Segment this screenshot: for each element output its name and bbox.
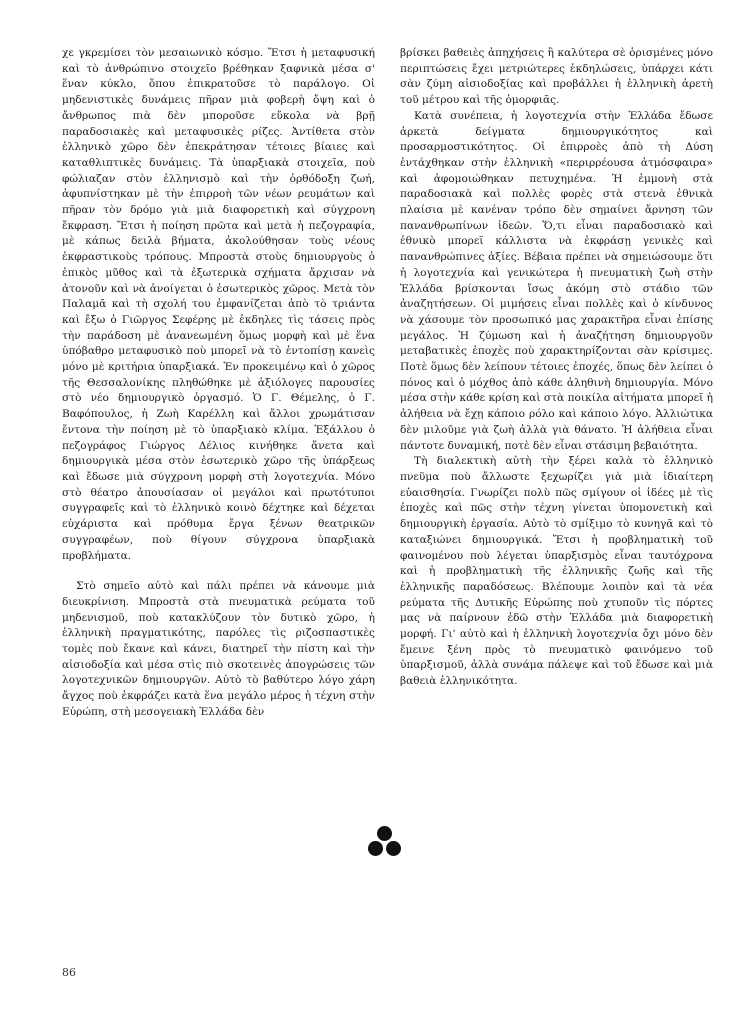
paragraph: Στὸ σημεῖο αὐτὸ καὶ πάλι πρέπει νὰ κάνουμε μιὰ διευκρίνιση. Μπροστὰ στὰ πνευματικὰ ρεύματα τοῦ μηδενισμοῦ, ποὺ κατακλύζουν τὸν δυτικὸ χῶρο, ἡ ἑλληνικὴ πραγματικότης, παρόλες τὶς ριζοσπαστικὲς τομὲς ποὺ ἔκανε καὶ κάνει, διατηρεῖ τὴν πίστη καὶ τὴν αἰσιοδοξία καὶ μέσα στὶς πιὸ σκοτεινὲς ἀπογρώσεις τῶν λογοτεχνικῶν δημιουργῶν. Αὐτὸ τὸ βαθύτερο λόγο χάρη ἄγχος ποὺ ἐκφράζει κατὰ ἕνα μεγάλο μέρος ἡ τέχνη στὴν Εὐρώπη, στὴ μεσογειακὴ Ἑλλάδα δὲν [62, 580, 375, 718]
paragraph: Τὴ διαλεκτικὴ αὐτὴ τὴν ξέρει καλὰ τὸ ἑλληνικὸ πνεῦμα ποὺ ἄλλωστε ξεχωρίζει γιὰ μιὰ ἰδιαίτερη εὐαισθησία. Γνωρίζει πολὺ πῶς σμίγουν οἱ ἰδέες μὲ τὶς ἐποχὲς καὶ πῶς στὴν τέχνη γίνεται ὑπομονετικὴ καὶ δημιουργικὴ ἐργασία. Αὐτὸ τὸ σμίξιμο τὸ κυνηγᾶ καὶ τὸ καταξιώνει δημιουργικά. Ἔτσι ἡ προβληματικὴ τοῦ φαινομένου ποὺ λέγεται ὑπαρξισμὸς εἶναι ταυτόχρονα καὶ ἡ προβληματικὴ τῆς ἑλληνικῆς ζωῆς καὶ τῆς ἑλληνικῆς παραδόσεως. Βλέπουμε λοιπὸν καὶ τὰ νέα ρεύματα τῆς Δυτικῆς Εὐρώπης ποὺ χτυποῦν τὶς πόρτες μας νὰ παίρνουν ἐδῶ στὴν Ἑλλάδα μιὰ διαφορετικὴ μορφή. Γι' αὐτὸ καὶ ἡ ἑλληνικὴ λογοτεχνία ὄχι μόνο δὲν ἔμεινε ξένη πρὸς τὸ πνευματικὸ φαινόμενο τοῦ ὑπαρξισμοῦ, ἀλλὰ συνάμα πάλεψε καὶ τοῦ ἔδωσε καὶ μιὰ βαθειὰ ἑλληνικότητα. [400, 455, 713, 688]
three-dot-ornament-icon [368, 826, 402, 860]
right-text-column [400, 46, 713, 690]
paragraph: βρίσκει βαθειὲς ἀπηχήσεις ἢ καλύτερα σὲ ὁρισμένες μόνο περιπτώσεις ἔχει μετριώτερες ἐκδηλώσεις, ὑπάρχει κάτι σὰν ζύμη αἰσιοδοξίας καὶ προβάλλει ἡ ἑλληνικὴ ἀρετὴ τοῦ μέτρου καὶ τῆς ὁμορφιᾶς. [400, 47, 713, 107]
paragraph: Κατὰ συνέπεια, ἡ λογοτεχνία στὴν Ἑλλάδα ἔδωσε ἀρκετὰ δείγματα δημιουργικότητος καὶ προσαρμοστικότητος. Οἱ ἐπιρροὲς ἀπὸ τὴ Δύση ἐντάχθηκαν στὴν ἑλληνικὴ «περιρρέουσα ἀτμόσφαιρα» καὶ ἀφομοιώθηκαν πετυχημένα. Ἡ ἐμμονὴ στὰ παραδοσιακὰ καὶ πολλὲς φορὲς στὰ στενὰ ἐθνικὰ πλαίσια μὲ κανέναν τρόπο δὲν σημαίνει ἄρνηση τῶν πανανθρωπίνων ἰδεῶν. Ὅ,τι εἶναι παραδοσιακὸ καὶ ἐθνικὸ μπορεῖ κάλλιστα νὰ ἐκφράσῃ γενικὲς καὶ πανανθρώπινες ἀξίες. Βέβαια πρέπει νὰ σημειώσουμε ὅτι ἡ λογοτεχνία καὶ γενικώτερα ἡ πνευματικὴ ζωὴ στὴν Ἑλλάδα βρίσκονται ἴσως ἀκόμη στὸ στάδιο τῶν ἀναζητήσεων. Οἱ μιμήσεις εἶναι πολλὲς καὶ ὁ κίνδυνος νὰ χάσουμε τὸν προσωπικό μας χαρακτῆρα εἶναι ἐπίσης μεγάλος. Ἡ ζύμωση καὶ ἡ ἀναζήτηση δημιουργοῦν μεταβατικὲς ἐποχὲς ποὺ χαρακτηρίζονται σὰν κρίσιμες. Ποτὲ ὅμως δὲν λείπουν τέτοιες ἐποχές, ὅπως δὲν λείπει ὁ πόνος καὶ ὁ μόχθος ἀπὸ κάθε ἀληθινὴ δημιουργία. Μόνο μέσα στὴν κάθε κρίση καὶ στὰ ποικίλα αἰτήματα μπορεῖ ἡ ἀλήθεια νὰ ἔχῃ κάποιο ρόλο καὶ κάποιο λόγο. Ἀλλιώτικα δὲν μιλοῦμε γιὰ ζωὴ ἀλλὰ γιὰ θάνατο. Ἡ ἀλήθεια εἶναι πάντοτε δυναμική, ποτὲ δὲν εἶναι στάσιμη βεβαιότητα. [400, 109, 713, 452]
paragraph: χε γκρεμίσει τὸν μεσαιωνικὸ κόσμο. Ἔτσι ἡ μεταφυσική καὶ τὸ ἀνθρώπινο στοιχεῖο βρέθηκαν ξαφνικὰ μέσα σ' ἕναν κύκλο, ὅπου ἐπικρατοῦσε τὸ παράλογο. Οἱ μηδενιστικὲς δυνάμεις πῆραν μιὰ φοβερὴ ὄψη καὶ ὁ ἄνθρωπος πιὰ δὲν μποροῦσε εὔκολα νὰ βρῇ παραδοσιακὲς καὶ μεταφυσικὲς ρίζες. Ἀντίθετα στὸν ἑλληνικὸ χῶρο δὲν ἐπεκράτησαν τέτοιες βίαιες καὶ καταθλιπτικὲς δυνάμεις. Τὰ ὑπαρξιακὰ στοιχεῖα, ποὺ φώλιαζαν στὸν ἑλληνισμὸ καὶ τὴν ὀρθόδοξη ζωή, ἀφυπνίστηκαν μὲ τὴν ἐπιρροὴ τῶν νέων ρευμάτων καὶ πῆραν τὸν δρόμο γιὰ μιὰ διαφορετικὴ καὶ σύγχρονη ἔκφραση. Ἔτσι ἡ ποίηση πρῶτα καὶ μετὰ ἡ πεζογραφία, μὲ κάπως δειλὰ βήματα, ἀκολούθησαν τοὺς νέους ἐκφραστικοὺς τρόπους. Μπροστὰ στοὺς δημιουργοὺς ὁ ἐπικὸς μῦθος καὶ τὰ ἐξωτερικὰ σχήματα ἄρχισαν νὰ ἀτονοῦν καὶ νὰ ἀνοίγεται ὁ ἐσωτερικὸς χῶρος. Μετὰ τὸν Παλαμᾶ καὶ τὴ σχολή του ἐμφανίζεται ἀπὸ τὸ τριάντα καὶ ἔξω ὁ Γιῶργος Σεφέρης μὲ ἐκδηλες τὶς τάσεις πρὸς τὴν παράδοση μὲ ἀνανεωμένη ὅμως μορφὴ καὶ μὲ ἕνα ὑπόβαθρο μεταφυσικὸ ποὺ μπορεῖ νὰ τὸ ἐντοπίσῃ κανεὶς μόνο μὲ κριτήρια ὑπαρξιακά. Ἐν προκειμένῳ καὶ ὁ χῶρος τῆς Θεσσαλονίκης πληθώθηκε μὲ ἀξιόλογες παρουσίες στὸ νέο δημιουργικὸ ὀργασμό. Ὁ Γ. Θέμελης, ὁ Γ. Βαφόπουλος, ἡ Ζωὴ Καρέλλη καὶ ἄλλοι χρωμάτισαν ἔντονα τὴν ποίηση μὲ τὸ ὑπαρξιακὸ κλίμα. Ἐξάλλου ὁ πεζογράφος Γιώργος Δέλιος κινήθηκε ἄνετα καὶ δημιουργικὰ μέσα στὸν ἐσωτερικὸ χῶρο τῆς ὑπάρξεως καὶ ἔδωσε μιὰ σύγχρονη μορφὴ στὴ λογοτεχνία. Μόνο στὸ θέατρο ἀπουσίασαν οἱ μεγάλοι καὶ πρωτότυποι συγγραφεῖς καὶ τὸ ἑλληνικὸ κοινὸ δέχτηκε καὶ δέχεται εὐχάριστα καὶ πρόθυμα ἔργα ξένων θεατρικῶν συγγραφέων, ποὺ θίγουν σύγχρονα ὑπαρξιακὰ προβλήματα. [62, 47, 375, 562]
page-number: 86 [62, 966, 76, 979]
left-text-column [62, 46, 375, 721]
